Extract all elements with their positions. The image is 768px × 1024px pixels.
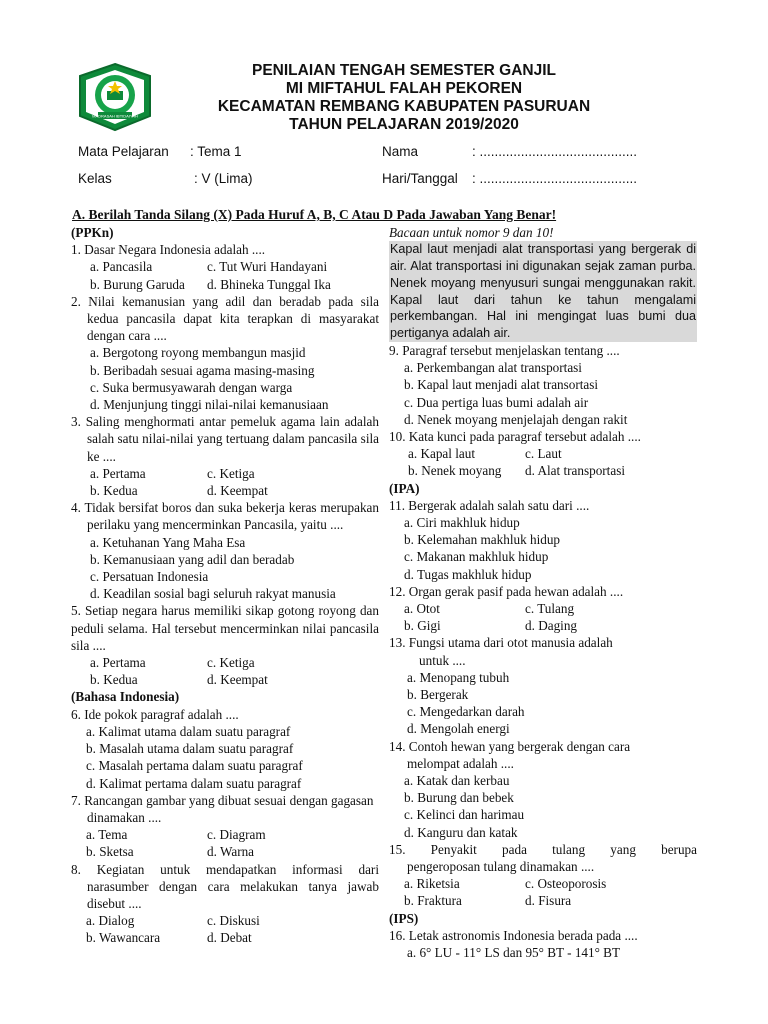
option[interactable]: a. Bergotong royong membangun masjid bbox=[90, 345, 306, 361]
option[interactable]: d. Daging bbox=[525, 618, 578, 634]
option[interactable]: a. Pertama bbox=[90, 655, 146, 671]
option[interactable]: c. Suka bermusyawarah dengan warga bbox=[90, 379, 293, 395]
date-field[interactable]: : .......................................... bbox=[472, 171, 638, 186]
option[interactable]: d. Tugas makhluk hidup bbox=[404, 566, 532, 582]
question-5-options-ac bbox=[71, 654, 379, 671]
option[interactable]: a. Tema bbox=[86, 827, 128, 843]
section-ppkn: (PPKn) bbox=[71, 225, 114, 240]
header-line-1: PENILAIAN TENGAH SEMESTER GANJIL bbox=[252, 62, 556, 79]
question-3-options-ac bbox=[71, 465, 379, 482]
date-label: Hari/Tanggal bbox=[382, 171, 458, 186]
exam-header bbox=[0, 62, 768, 134]
question-12: 12. Organ gerak pasif pada hewan adalah .... bbox=[389, 583, 624, 599]
option[interactable]: c. Laut bbox=[525, 446, 562, 462]
option[interactable]: c. Osteoporosis bbox=[525, 876, 607, 892]
option[interactable]: a. Kapal laut bbox=[408, 446, 476, 462]
option[interactable]: d. Kalimat pertama dalam suatu paragraf bbox=[86, 775, 302, 791]
option[interactable]: c. Masalah pertama dalam suatu paragraf bbox=[86, 758, 303, 774]
option[interactable]: c. Mengedarkan darah bbox=[407, 704, 525, 720]
option[interactable]: a. Ciri makhluk hidup bbox=[404, 515, 520, 531]
question-10: 10. Kata kunci pada paragraf tersebut adalah .... bbox=[389, 429, 641, 444]
option[interactable]: b. Wawancara bbox=[86, 930, 161, 946]
option[interactable]: b. Burung dan bebek bbox=[404, 790, 514, 806]
option[interactable]: a. Riketsia bbox=[404, 876, 460, 892]
option[interactable]: d. Keadilan sosial bagi seluruh rakyat manusia bbox=[90, 586, 336, 602]
option[interactable]: c. Tut Wuri Handayani bbox=[207, 259, 328, 275]
question-15-options-bd bbox=[389, 892, 697, 909]
question-7-options-bd bbox=[71, 843, 379, 860]
option[interactable]: d. Nenek moyang menjelajah dengan rakit bbox=[404, 411, 628, 427]
option[interactable]: a. Pancasila bbox=[90, 259, 153, 275]
question-3: 3. Saling menghormati antar pemeluk agama lain adalah salah satu nilai-nilai yang tertuang dalam pancasila sila ke .... bbox=[71, 414, 379, 464]
option[interactable]: c. Persatuan Indonesia bbox=[90, 569, 209, 585]
question-10-options-bd bbox=[389, 462, 697, 479]
option[interactable]: c. Diskusi bbox=[207, 913, 260, 929]
section-bahasa-indonesia: (Bahasa Indonesia) bbox=[71, 689, 180, 705]
question-1-options-ac bbox=[71, 258, 379, 275]
option[interactable]: d. Fisura bbox=[525, 893, 572, 909]
option[interactable]: c. Tulang bbox=[525, 601, 575, 617]
section-ipa: (IPA) bbox=[389, 480, 420, 496]
option[interactable]: b. Bergerak bbox=[407, 687, 469, 703]
option[interactable]: a. Kalimat utama dalam suatu paragraf bbox=[86, 723, 291, 739]
option[interactable]: a. Ketuhanan Yang Maha Esa bbox=[90, 534, 246, 550]
option[interactable]: a. 6° LU - 11° LS dan 95° BT - 141° BT bbox=[407, 945, 621, 961]
option[interactable]: b. Kedua bbox=[90, 672, 138, 688]
header-line-2: MI MIFTAHUL FALAH PEKOREN bbox=[285, 80, 523, 97]
reading-passage: Kapal laut menjadi alat transportasi yang bergerak di air. Alat transportasi ini digunakan sejak zaman purba. Nenek moyang menyusuri sungai menggunakan rakit. Kapal laut dari tahun ke tahun mengalami perkembangan. Hal ini mengingat luas bumi dua pertiganya adalah air. bbox=[390, 242, 696, 341]
question-3-options-bd bbox=[71, 482, 379, 499]
option[interactable]: d. Mengolah energi bbox=[407, 721, 510, 737]
option[interactable]: b. Kemanusiaan yang adil dan beradab bbox=[90, 551, 295, 567]
option[interactable]: b. Nenek moyang bbox=[408, 463, 502, 479]
class-label: Kelas bbox=[78, 171, 112, 186]
option[interactable]: a. Katak dan kerbau bbox=[404, 773, 510, 789]
option[interactable]: a. Menopang tubuh bbox=[407, 669, 510, 685]
question-13-continuation: untuk .... bbox=[419, 652, 466, 668]
question-14: 14. Contoh hewan yang bergerak dengan cara bbox=[389, 738, 631, 754]
option[interactable]: b. Fraktura bbox=[404, 893, 462, 909]
question-8-options-ac bbox=[71, 912, 379, 929]
option[interactable]: c. Ketiga bbox=[207, 465, 255, 481]
left-column bbox=[71, 224, 379, 947]
right-column bbox=[389, 224, 697, 961]
option[interactable]: b. Kedua bbox=[90, 483, 138, 499]
question-5-options-bd bbox=[71, 671, 379, 688]
header-line-4: TAHUN PELAJARAN 2019/2020 bbox=[289, 116, 519, 133]
option[interactable]: b. Kelemahan makhluk hidup bbox=[404, 532, 561, 548]
option[interactable]: a. Perkembangan alat transportasi bbox=[404, 360, 582, 376]
option[interactable]: a. Otot bbox=[404, 601, 440, 617]
option[interactable]: b. Masalah utama dalam suatu paragraf bbox=[86, 741, 294, 757]
question-15-continuation: pengeroposan tulang dinamakan .... bbox=[407, 859, 595, 875]
question-16: 16. Letak astronomis Indonesia berada pada .... bbox=[389, 927, 638, 943]
option[interactable]: a. Dialog bbox=[86, 913, 135, 929]
question-4: 4. Tidak bersifat boros dan suka bekerja keras merupakan perilaku yang mencerminkan Pancasila, yaitu .... bbox=[71, 500, 379, 533]
option[interactable]: d. Kanguru dan katak bbox=[404, 824, 518, 840]
name-field[interactable]: : .......................................... bbox=[472, 144, 638, 159]
option[interactable]: d. Keempat bbox=[207, 483, 268, 499]
question-9: 9. Paragraf tersebut menjelaskan tentang .... bbox=[389, 342, 620, 358]
question-7: 7. Rancangan gambar yang dibuat sesuai dengan gagasan dinamakan .... bbox=[71, 792, 374, 825]
option[interactable]: d. Warna bbox=[207, 844, 255, 860]
question-10-options-ac bbox=[389, 445, 697, 462]
reading-label: Bacaan untuk nomor 9 dan 10! bbox=[389, 225, 554, 240]
option[interactable]: d. Bhineka Tunggal Ika bbox=[207, 276, 331, 292]
question-13: 13. Fungsi utama dari otot manusia adalah bbox=[389, 635, 613, 651]
option[interactable]: b. Gigi bbox=[404, 618, 441, 634]
option[interactable]: d. Keempat bbox=[207, 672, 268, 688]
option[interactable]: d. Menjunjung tinggi nilai-nilai kemanusiaan bbox=[90, 397, 329, 413]
option[interactable]: c. Kelinci dan harimau bbox=[404, 807, 525, 823]
option[interactable]: b. Kapal laut menjadi alat transortasi bbox=[404, 377, 599, 393]
name-label: Nama bbox=[382, 144, 419, 159]
header-line-3: KECAMATAN REMBANG KABUPATEN PASURUAN bbox=[217, 98, 591, 115]
question-1-options-bd bbox=[71, 276, 379, 293]
question-15-options-ac bbox=[389, 875, 697, 892]
option[interactable]: b. Beribadah sesuai agama masing-masing bbox=[90, 362, 315, 378]
option[interactable]: a. Pertama bbox=[90, 465, 146, 481]
question-12-options-ac bbox=[389, 600, 697, 617]
question-8-options-bd bbox=[71, 929, 379, 946]
question-8: 8. Kegiatan untuk mendapatkan informasi dari narasumber dengan cara melakukan tanya jawab disebut .... bbox=[71, 861, 379, 911]
option[interactable]: c. Diagram bbox=[207, 827, 266, 843]
question-2: 2. Nilai kemanusian yang adil dan beradab pada sila kedua pancasila dapat kita terapkan di masyarakat dengan cara .... bbox=[71, 293, 379, 344]
question-1: 1. Dasar Negara Indonesia adalah .... bbox=[71, 242, 266, 258]
option[interactable]: b. Burung Garuda bbox=[90, 276, 185, 292]
question-15: 15. Penyakit pada tulang yang berupa bbox=[389, 841, 697, 857]
option[interactable]: c. Ketiga bbox=[207, 655, 255, 671]
option[interactable]: b. Sketsa bbox=[86, 844, 134, 860]
class-value: : V (Lima) bbox=[194, 171, 253, 186]
subject-label: Mata Pelajaran bbox=[78, 144, 169, 159]
question-14-continuation: melompat adalah .... bbox=[407, 755, 514, 771]
question-7-options-ac bbox=[71, 826, 379, 843]
question-6: 6. Ide pokok paragraf adalah .... bbox=[71, 706, 239, 722]
section-ips: (IPS) bbox=[389, 910, 419, 926]
question-12-options-bd bbox=[389, 617, 697, 634]
question-11: 11. Bergerak adalah salah satu dari .... bbox=[389, 497, 590, 513]
option[interactable]: d. Debat bbox=[207, 930, 252, 946]
question-5: 5. Setiap negara harus memiliki sikap gotong royong dan peduli selama. Hal tersebut mencerminkan nilai pancasila sila .... bbox=[71, 603, 379, 653]
option[interactable]: d. Alat transportasi bbox=[525, 463, 625, 479]
subject-value: : Tema 1 bbox=[190, 144, 242, 159]
logo-text: MADRASAH IBTIDAIYAH bbox=[92, 113, 138, 119]
section-a-instruction: A. Berilah Tanda Silang (X) Pada Huruf A, B, C Atau D Pada Jawaban Yang Benar! bbox=[72, 207, 557, 222]
option[interactable]: c. Dua pertiga luas bumi adalah air bbox=[404, 394, 589, 410]
option[interactable]: c. Makanan makhluk hidup bbox=[404, 549, 549, 565]
